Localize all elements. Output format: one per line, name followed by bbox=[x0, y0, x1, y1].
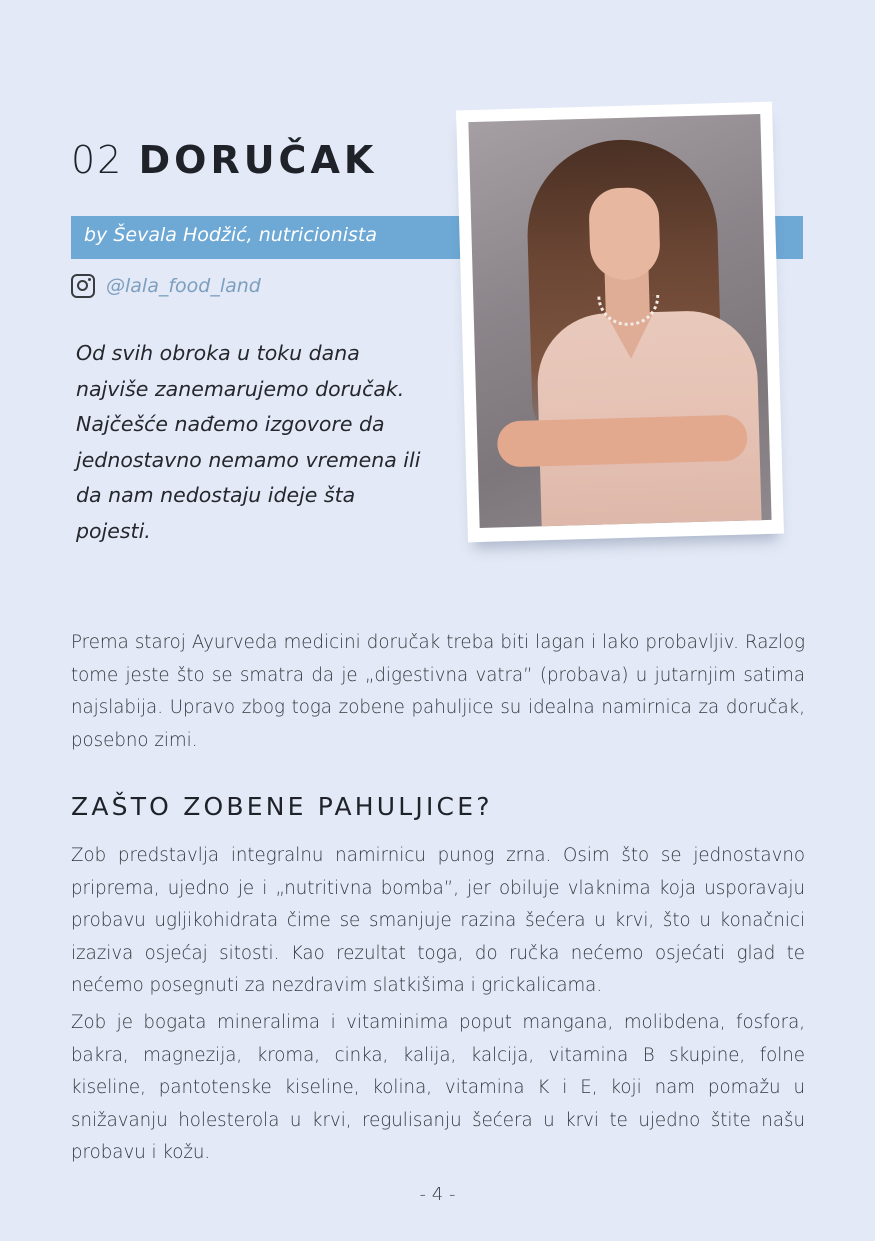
body-paragraph-3: Zob je bogata mineralima i vitaminima poput mangana, molibdena, fosfora, bakra, magnezija, kroma, cinka, kalija, kalcija, vitamina B skupine, folne kiseline, pantotenske kiseline, kolina, vitamina K i E, koji nam pomažu u snižavanju holesterola u krvi, regulisanju šećera u krvi te ujedno štite našu probavu i kožu. bbox=[71, 1012, 805, 1163]
author-photo bbox=[468, 114, 771, 528]
instagram-dot bbox=[88, 278, 91, 281]
author-byline: by Ševala Hodžić, nutricionista bbox=[84, 224, 377, 246]
section-heading: ZAŠTO ZOBENE PAHULJICE? bbox=[71, 792, 493, 821]
instagram-lens bbox=[77, 280, 88, 291]
intro-paragraph: Prema staroj Ayurveda medicini doručak treba biti lagan i lako probavljiv. Razlog tome jeste što se smatra da je „digestivna vatra” (probava) u jutarnjim satima najslabija. Upravo zbog toga zobene pahuljice su idealna namirnica za doručak, posebno zimi. bbox=[71, 632, 805, 751]
chapter-name: DORUČAK bbox=[138, 138, 378, 182]
author-photo-frame bbox=[456, 102, 784, 543]
page-number: - 4 - bbox=[419, 1184, 456, 1205]
photo-arms bbox=[497, 415, 748, 468]
instagram-handle[interactable]: @lala_food_land bbox=[106, 275, 261, 297]
lead-paragraph: Od svih obroka u toku dana najviše zanemarujemo doručak. Najčešće nađemo izgovore da jednostavno nemamo vremena ili da nam nedostaju ideje šta pojesti. bbox=[76, 341, 421, 543]
chapter-number: 02 bbox=[71, 138, 124, 182]
body-paragraph-2: Zob predstavlja integralnu namirnicu punog zrna. Osim što se jednostavno priprema, ujedno je i „nutritivna bomba”, jer obiluje vlaknima koja usporavaju probavu ugljikohidrata čime se smanjuje razina šećera u krvi, što u konačnici izaziva osjećaj sitosti. Kao rezultat toga, do ručka nećemo osjećati glad te nećemo posegnuti za nezdravim slatkišima i grickalicama. bbox=[71, 845, 805, 996]
photo-face bbox=[588, 187, 661, 281]
instagram-icon bbox=[71, 274, 95, 298]
social-handle-row bbox=[71, 273, 261, 299]
chapter-title bbox=[71, 136, 377, 184]
